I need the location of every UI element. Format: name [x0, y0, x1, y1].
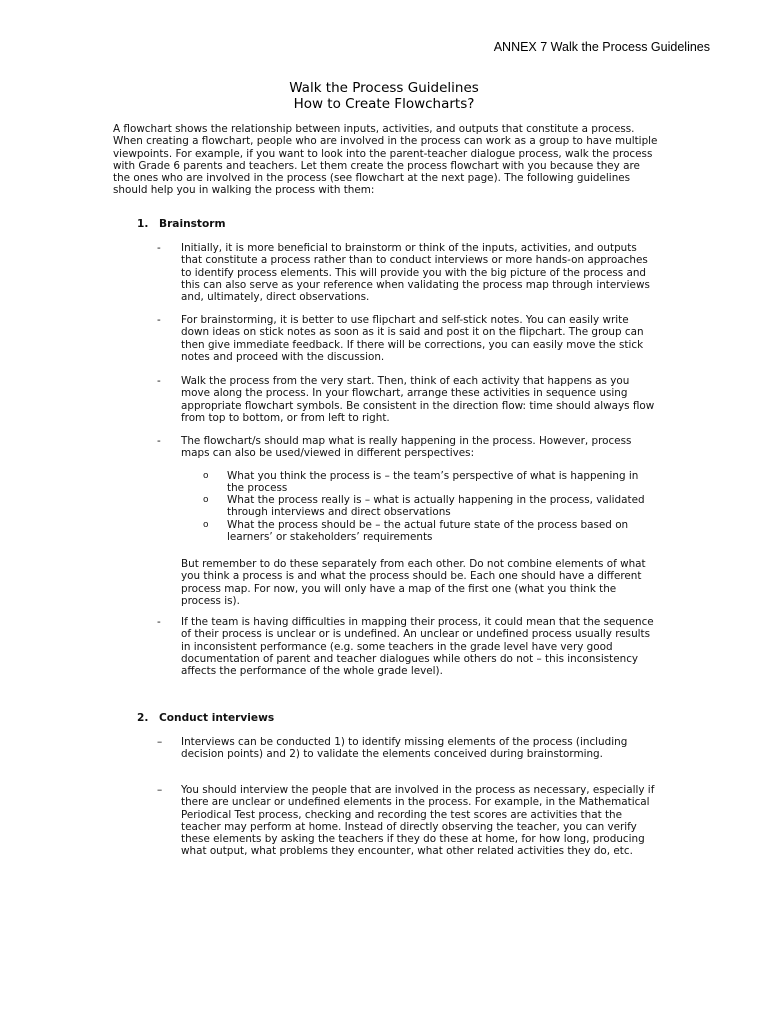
dash-bullet: - — [157, 616, 161, 628]
dash-bullet: – — [157, 736, 163, 748]
section-number: 2. — [137, 712, 149, 724]
section-1-heading — [137, 218, 226, 230]
document-title — [0, 80, 768, 112]
list-item-text: Initially, it is more beneficial to brainstorm or think of the inputs, activities, and outputs that constitute a process rather than to conduct interviews or more hands-on approaches to identify process elements. This will provide you with the big picture of the process and this can also serve as your reference when validating the process map through interviews and, ultimately, direct observations. — [181, 242, 650, 304]
circle-bullet: o — [203, 520, 209, 530]
sub-list-item-text: What the process really is – what is actually happening in the process, validated through interviews and direct observations — [227, 494, 645, 519]
title-line-2: How to Create Flowcharts? — [293, 96, 475, 112]
dash-bullet: - — [157, 375, 161, 387]
section-title: Conduct interviews — [159, 712, 275, 724]
list-item-text: For brainstorming, it is better to use flipchart and self-stick notes. You can easily write down ideas on stick notes as soon as it is said and post it on the flipchart. The group can then give immediate feedback. If there will be corrections, you can easily move the stick notes and proceed with the discussion. — [181, 314, 644, 363]
intro-paragraph: A flowchart shows the relationship between inputs, activities, and outputs that constitute a process. When creating a flowchart, people who are involved in the process can work as a group to have multiple viewpoints. For example, if you want to look into the parent-teacher dialogue process, walk the process with Grade 6 parents and teachers. Let them create the process flowchart with you because they are the ones who are involved in the process (see flowchart at the next page). The following guidelines should help you in walking the process with them: — [113, 123, 658, 197]
list-item-text: You should interview the people that are involved in the process as necessary, especially if there are unclear or undefined elements in the process. For example, in the Mathematical Periodical Test process, checking and recording the test scores are activities that the teacher may perform at home. Instead of directly observing the teacher, you can verify these elements by asking the teachers if they do these at home, for how long, producing what output, what problems they encounter, what other related activities they do, etc. — [181, 784, 655, 858]
circle-bullet: o — [203, 495, 209, 505]
dash-bullet: - — [157, 314, 161, 326]
title-line-1: Walk the Process Guidelines — [289, 80, 479, 96]
dash-bullet: - — [157, 242, 161, 254]
sub-list-item-text: What the process should be – the actual future state of the process based on learners’ or stakeholders’ requirements — [227, 519, 629, 544]
section-title: Brainstorm — [159, 218, 226, 230]
list-item-text: If the team is having difficulties in mapping their process, it could mean that the sequence of their process is unclear or is undefined. An unclear or undefined process usually results in inconsistent performance (e.g. some teachers in the grade level have very good documentation of parent and teacher dialogues while others do not – this inconsistency affects the performance of the whole grade level). — [181, 616, 654, 678]
list-item-text: The flowchart/s should map what is really happening in the process. However, process maps can also be used/viewed in different perspectives: — [181, 435, 632, 460]
remember-paragraph: But remember to do these separately from each other. Do not combine elements of what you think a process is and what the process should be. Each one should have a different process map. For now, you will only have a map of the first one (what you think the process is). — [181, 558, 646, 607]
section-number: 1. — [137, 218, 149, 230]
list-item-text: Walk the process from the very start. Then, think of each activity that happens as you move along the process. In your flowchart, arrange these activities in sequence using appropriate flowchart symbols. Be consistent in the direction flow: time should always flow from top to bottom, or from left to right. — [181, 375, 655, 424]
dash-bullet: – — [157, 784, 163, 796]
list-item-text: Interviews can be conducted 1) to identify missing elements of the process (including decision points) and 2) to validate the elements conceived during brainstorming. — [181, 736, 628, 761]
circle-bullet: o — [203, 471, 209, 481]
section-2-heading — [137, 712, 274, 724]
dash-bullet: - — [157, 435, 161, 447]
page-header: ANNEX 7 Walk the Process Guidelines — [493, 40, 710, 54]
sub-list-item-text: What you think the process is – the team’s perspective of what is happening in the process — [227, 470, 639, 495]
